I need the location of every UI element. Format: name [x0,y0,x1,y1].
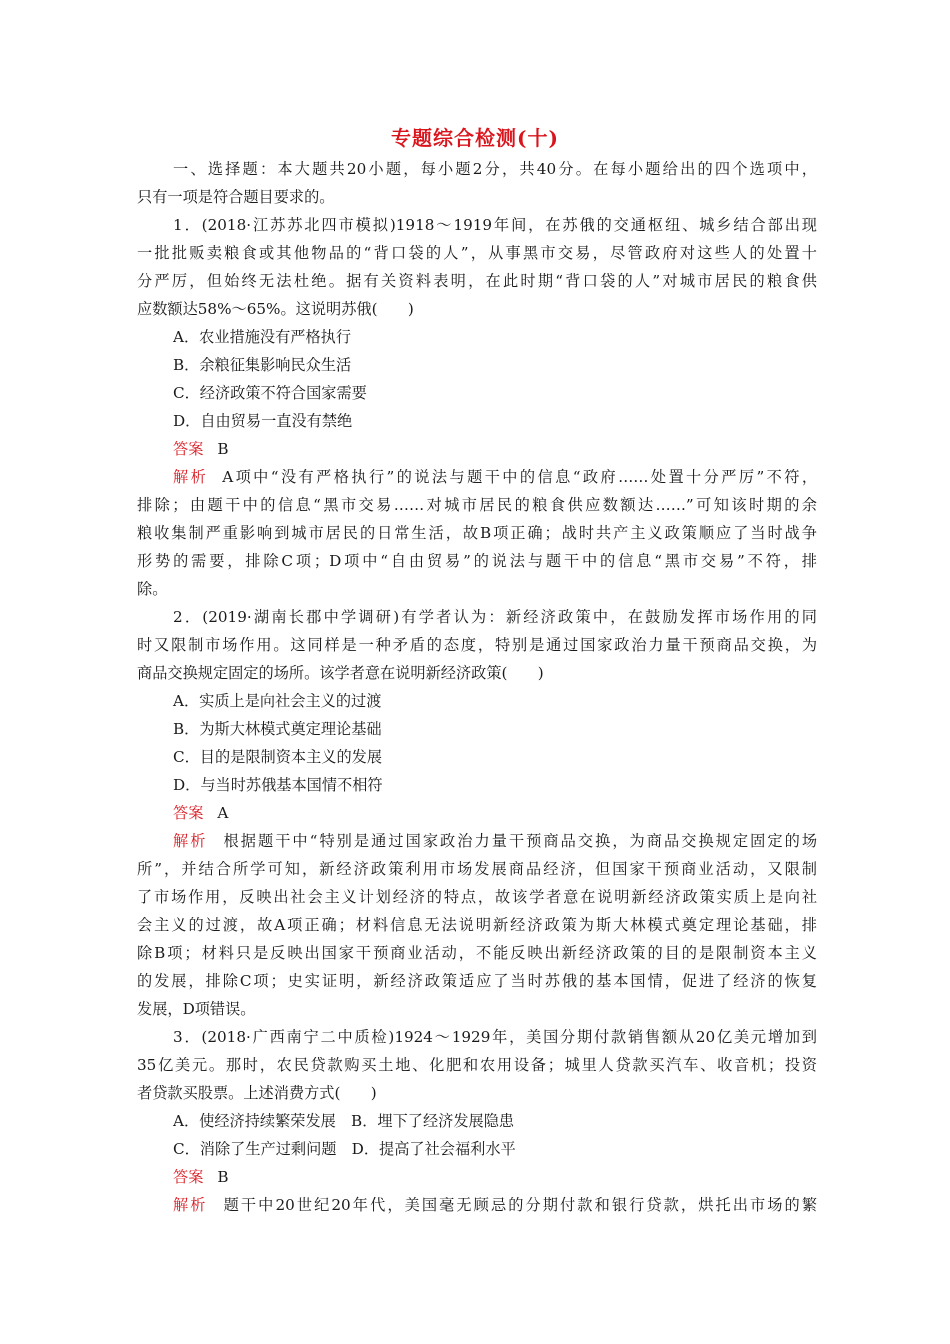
answer-label: 答案 [173,1168,204,1186]
analysis-line: 排除；由题干中的信息“黑市交易……对城市居民的粮食供应数额达……”可知该时期的余 [137,496,817,514]
question-stem-line: 1．(2018·江苏苏北四市模拟)1918～1919年间，在苏俄的交通枢纽、城乡结合部出现 [173,216,817,234]
analysis-line: 会主义的过渡，故A项正确；材料信息无法说明新经济政策为斯大林模式奠定理论基础，排 [137,916,817,934]
analysis-line: 除B项；材料只是反映出国家干预商业活动，不能反映出新经济政策的目的是限制资本主义 [137,944,817,962]
analysis-label: 解析 [173,468,209,486]
analysis-line: 除。 [137,580,168,598]
analysis-line [137,463,817,491]
question-stem-line: 2．(2019·湖南长郡中学调研)有学者认为：新经济政策中，在鼓励发挥市场作用的同 [173,608,817,626]
analysis-line: 了市场作用，反映出社会主义计划经济的特点，故该学者意在说明新经济政策实质上是向社 [137,888,817,906]
analysis-label: 解析 [173,832,208,850]
answer-label: 答案 [173,440,204,458]
answer-line [137,435,817,463]
option-line: B．余粮征集影响民众生活 [173,356,352,374]
question-stem-line: 时又限制市场作用。这同样是一种矛盾的态度，特别是通过国家政治力量干预商品交换，为 [137,636,817,654]
answer-value: A [217,804,229,822]
question-stem-line: 商品交换规定固定的场所。该学者意在说明新经济政策( ) [137,664,544,682]
analysis-line: 形势的需要，排除C项；D项中“自由贸易”的说法与题干中的信息“黑市交易”不符，排 [137,552,817,570]
answer-value: B [217,440,229,458]
option-line: A．使经济持续繁荣发展 B．埋下了经济发展隐患 [173,1112,515,1130]
question-stem-line: 35亿美元。那时，农民贷款购买土地、化肥和农用设备；城里人贷款买汽车、收音机；投资 [137,1056,817,1074]
answer-value: B [217,1168,229,1186]
analysis-line: 的发展，排除C项；史实证明，新经济政策适应了当时苏俄的基本国情，促进了经济的恢复 [137,972,817,990]
option-line: A．农业措施没有严格执行 [173,328,352,346]
question-stem-line: 应数额达58%～65%。这说明苏俄( ) [137,300,414,318]
analysis-line [137,827,817,855]
analysis-line: 发展，D项错误。 [137,1000,256,1018]
analysis-text: 题干中20世纪20年代，美国毫无顾忌的分期付款和银行贷款，烘托出市场的繁 [221,1196,818,1214]
analysis-line: 所”，并结合所学可知，新经济政策利用市场发展商品经济，但国家干预商业活动，又限制 [137,860,817,878]
question-stem-line: 3．(2018·广西南宁二中质检)1924～1929年，美国分期付款销售额从20亿美元增加到 [173,1028,817,1046]
question-stem-line: 一批批贩卖粮食或其他物品的“背口袋的人”，从事黑市交易，尽管政府对这些人的处置十 [137,244,817,262]
option-line: C．消除了生产过剩问题 D．提高了社会福利水平 [173,1140,516,1158]
option-line: C．经济政策不符合国家需要 [173,384,367,402]
analysis-label: 解析 [173,1196,208,1214]
option-line: D．自由贸易一直没有禁绝 [173,412,353,430]
page-title: 专题综合检测(十) [391,126,559,150]
option-line: A．实质上是向社会主义的过渡 [173,692,382,710]
intro-line: 一、选择题：本大题共20小题，每小题2分，共40分。在每小题给出的四个选项中， [173,160,817,178]
analysis-text: 根据题干中“特别是通过国家政治力量干预商品交换，为商品交换规定固定的场 [221,832,818,850]
option-line: B．为斯大林模式奠定理论基础 [173,720,382,738]
question-stem-line: 分严厉，但始终无法杜绝。据有关资料表明，在此时期“背口袋的人”对城市居民的粮食供 [137,272,817,290]
option-line: C．目的是限制资本主义的发展 [173,748,383,766]
analysis-line [137,1191,817,1219]
document-body [137,155,817,1219]
intro-line: 只有一项是符合题目要求的。 [137,188,335,206]
analysis-line: 粮收集制严重影响到城市居民的日常生活，故B项正确；战时共产主义政策顺应了当时战争 [137,524,817,542]
analysis-text: A项中“没有严格执行”的说法与题干中的信息“政府……处置十分严厉”不符， [222,468,818,486]
answer-label: 答案 [173,804,204,822]
option-line: D．与当时苏俄基本国情不相符 [173,776,383,794]
question-stem-line: 者贷款买股票。上述消费方式( ) [137,1084,377,1102]
answer-line [137,799,817,827]
answer-line [137,1163,817,1191]
